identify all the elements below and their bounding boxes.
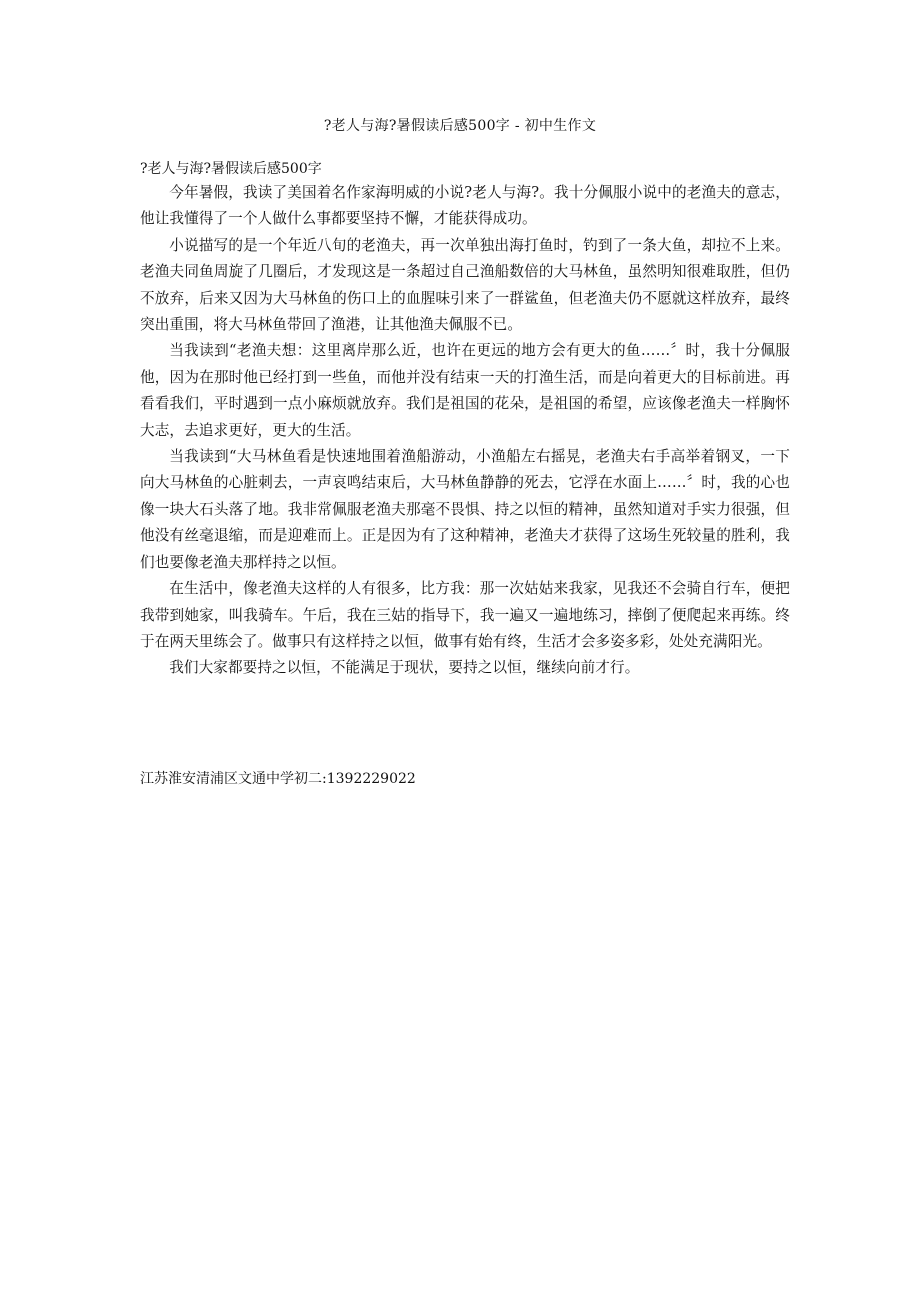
paragraph-6: 我们大家都要持之以恒，不能满足于现状，要持之以恒，继续向前才行。 (169, 659, 640, 677)
paragraph-2: 小说描写的是一个年近八旬的老渔夫，再一次单独出海打鱼时，钓到了一条大鱼，却拉不上来。老渔夫同鱼周旋了几圈后，才发现这是一条超过自己渔船数倍的大马林鱼，虽然明知很难取胜，但仍不放弃，后来又因为大马林鱼的伤口上的血腥味引来了一群鲨鱼，但老渔夫仍不愿就这样放弃，最终突出重围，将大马林鱼带回了渔港，让其他渔夫佩服不已。 (140, 236, 790, 334)
paragraph-3: 当我读到“老渔夫想：这里离岸那么近，也许在更远的地方会有更大的鱼……〞时，我十分佩服他，因为在那时他已经打到一些鱼，而他并没有结束一天的打渔生活，而是向着更大的目标前进。再看看我们，平时遇到一点小麻烦就放弃。我们是祖国的花朵，是祖国的希望，应该像老渔夫一样胸怀大志，去追求更好，更大的生活。 (140, 342, 790, 439)
paragraph-1: 今年暑假，我读了美国着名作家海明威的小说?老人与海?。我十分佩服小说中的老渔夫的意志，他让我懂得了一个人做什么事都要坚持不懈，才能获得成功。 (140, 184, 790, 228)
paragraph-4: 当我读到“大马林鱼看是快速地围着渔船游动，小渔船左右摇晃，老渔夫右手高举着钢叉，一下向大马林鱼的心脏刺去，一声哀鸣结束后，大马林鱼静静的死去，它浮在水面上……〞时，我的心也像一块大石头落了地。我非常佩服老渔夫那毫不畏惧、持之以恒的精神，虽然知道对手实力很强，但他没有丝毫退缩，而是迎难而上。正是因为有了这种精神，老渔夫才获得了这场生死较量的胜利，我们也要像老渔夫那样持之以恒。 (140, 448, 790, 571)
document-title: ?老人与海?暑假读后感500字 - 初中生作文 (323, 118, 597, 134)
article-body (140, 158, 790, 682)
paragraph-5: 在生活中，像老渔夫这样的人有很多，比方我：那一次姑姑来我家，见我还不会骑自行车，便把我带到她家，叫我骑车。午后，我在三姑的指导下，我一遍又一遍地练习，摔倒了便爬起来再练。终于在两天里练会了。做事只有这样持之以恒，做事有始有终，生活才会多姿多彩，处处充满阳光。 (140, 580, 790, 650)
author-footer: 江苏淮安清浦区文通中学初二:1392229022 (140, 771, 416, 787)
article-heading: ?老人与海?暑假读后感500字 (140, 161, 322, 177)
